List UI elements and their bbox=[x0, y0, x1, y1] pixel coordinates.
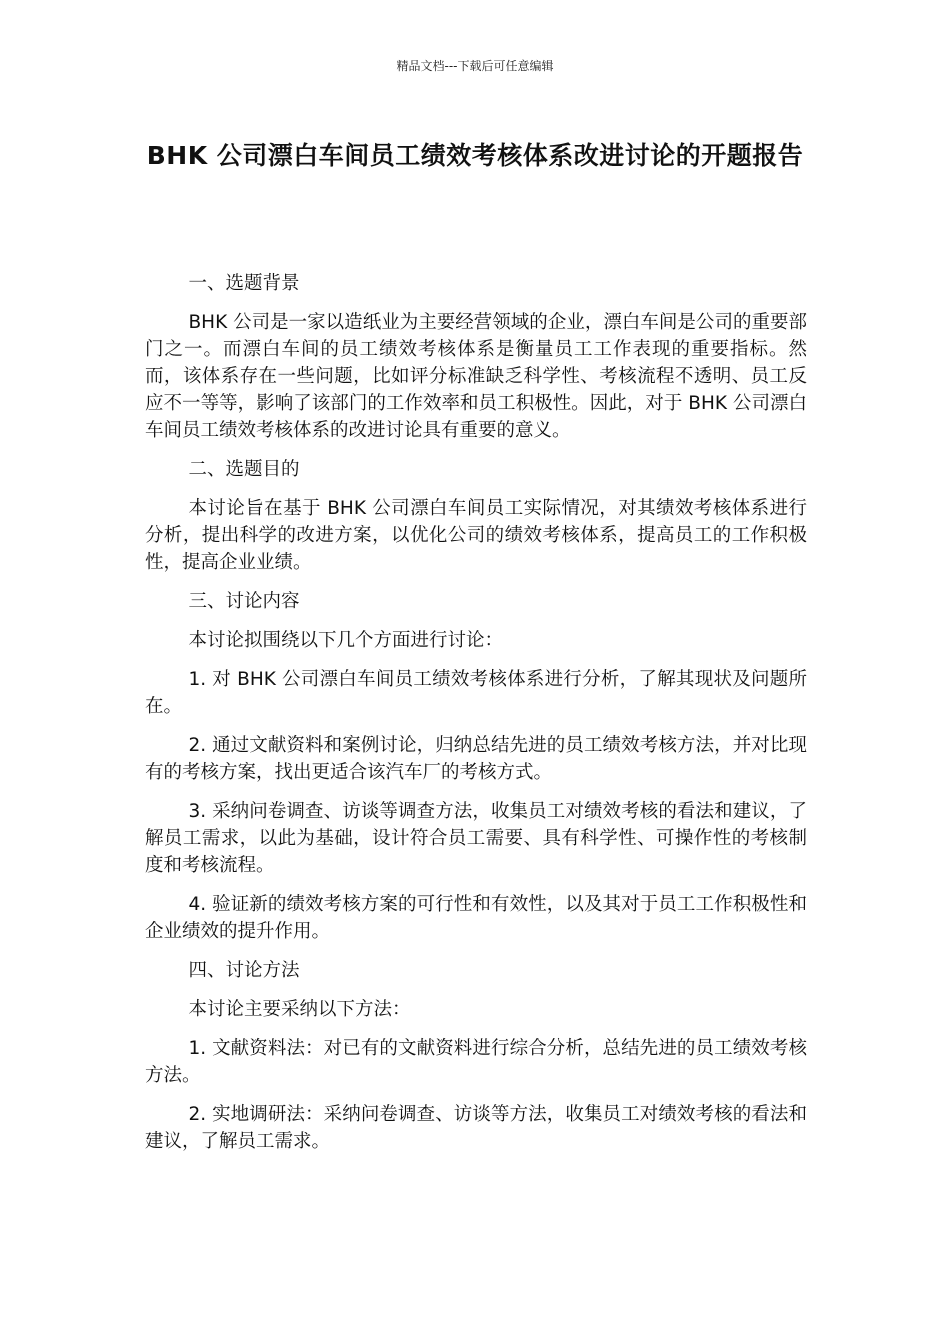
section-heading-purpose: 二、选题目的 bbox=[188, 459, 300, 480]
paragraph-purpose: 本讨论旨在基于 BHK 公司漂白车间员工实际情况，对其绩效考核体系进行分析，提出科学的改进方案，以优化公司的绩效考核体系，提高员工的工作积极性，提高企业业绩。 bbox=[145, 498, 807, 573]
list-item-content-3: 3. 采纳问卷调查、访谈等调查方法，收集员工对绩效考核的看法和建议，了解员工需求，以此为基础，设计符合员工需要、具有科学性、可操作性的考核制度和考核流程。 bbox=[145, 801, 807, 876]
list-item-method-1: 1. 文献资料法：对已有的文献资料进行综合分析，总结先进的员工绩效考核方法。 bbox=[145, 1038, 807, 1086]
list-item-content-2: 2. 通过文献资料和案例讨论，归纳总结先进的员工绩效考核方法，并对比现有的考核方案，找出更适合该汽车厂的考核方式。 bbox=[145, 735, 807, 783]
document-body bbox=[145, 270, 807, 1167]
paragraph-methods-intro: 本讨论主要采纳以下方法： bbox=[188, 999, 411, 1020]
list-item-method-2: 2. 实地调研法：采纳问卷调查、访谈等方法，收集员工对绩效考核的看法和建议，了解员工需求。 bbox=[145, 1104, 807, 1152]
paragraph-background: BHK 公司是一家以造纸业为主要经营领域的企业，漂白车间是公司的重要部门之一。而漂白车间的员工绩效考核体系是衡量员工工作表现的重要指标。然而，该体系存在一些问题，比如评分标准缺乏科学性、考核流程不透明、员工反应不一等等，影响了该部门的工作效率和员工积极性。因此，对于 BHK 公司漂白车间员工绩效考核体系的改进讨论具有重要的意义。 bbox=[145, 312, 807, 441]
paragraph-content-intro: 本讨论拟围绕以下几个方面进行讨论： bbox=[188, 630, 503, 651]
list-item-content-4: 4. 验证新的绩效考核方案的可行性和有效性，以及其对于员工工作积极性和企业绩效的提升作用。 bbox=[145, 894, 807, 942]
section-heading-methods: 四、讨论方法 bbox=[188, 960, 300, 981]
document-title: BHK 公司漂白车间员工绩效考核体系改进讨论的开题报告 bbox=[146, 141, 804, 170]
list-item-content-1: 1. 对 BHK 公司漂白车间员工绩效考核体系进行分析，了解其现状及问题所在。 bbox=[145, 669, 807, 717]
header-note: 精品文档---下载后可任意编辑 bbox=[396, 59, 554, 73]
section-heading-content: 三、讨论内容 bbox=[188, 591, 300, 612]
section-heading-background: 一、选题背景 bbox=[188, 273, 300, 294]
